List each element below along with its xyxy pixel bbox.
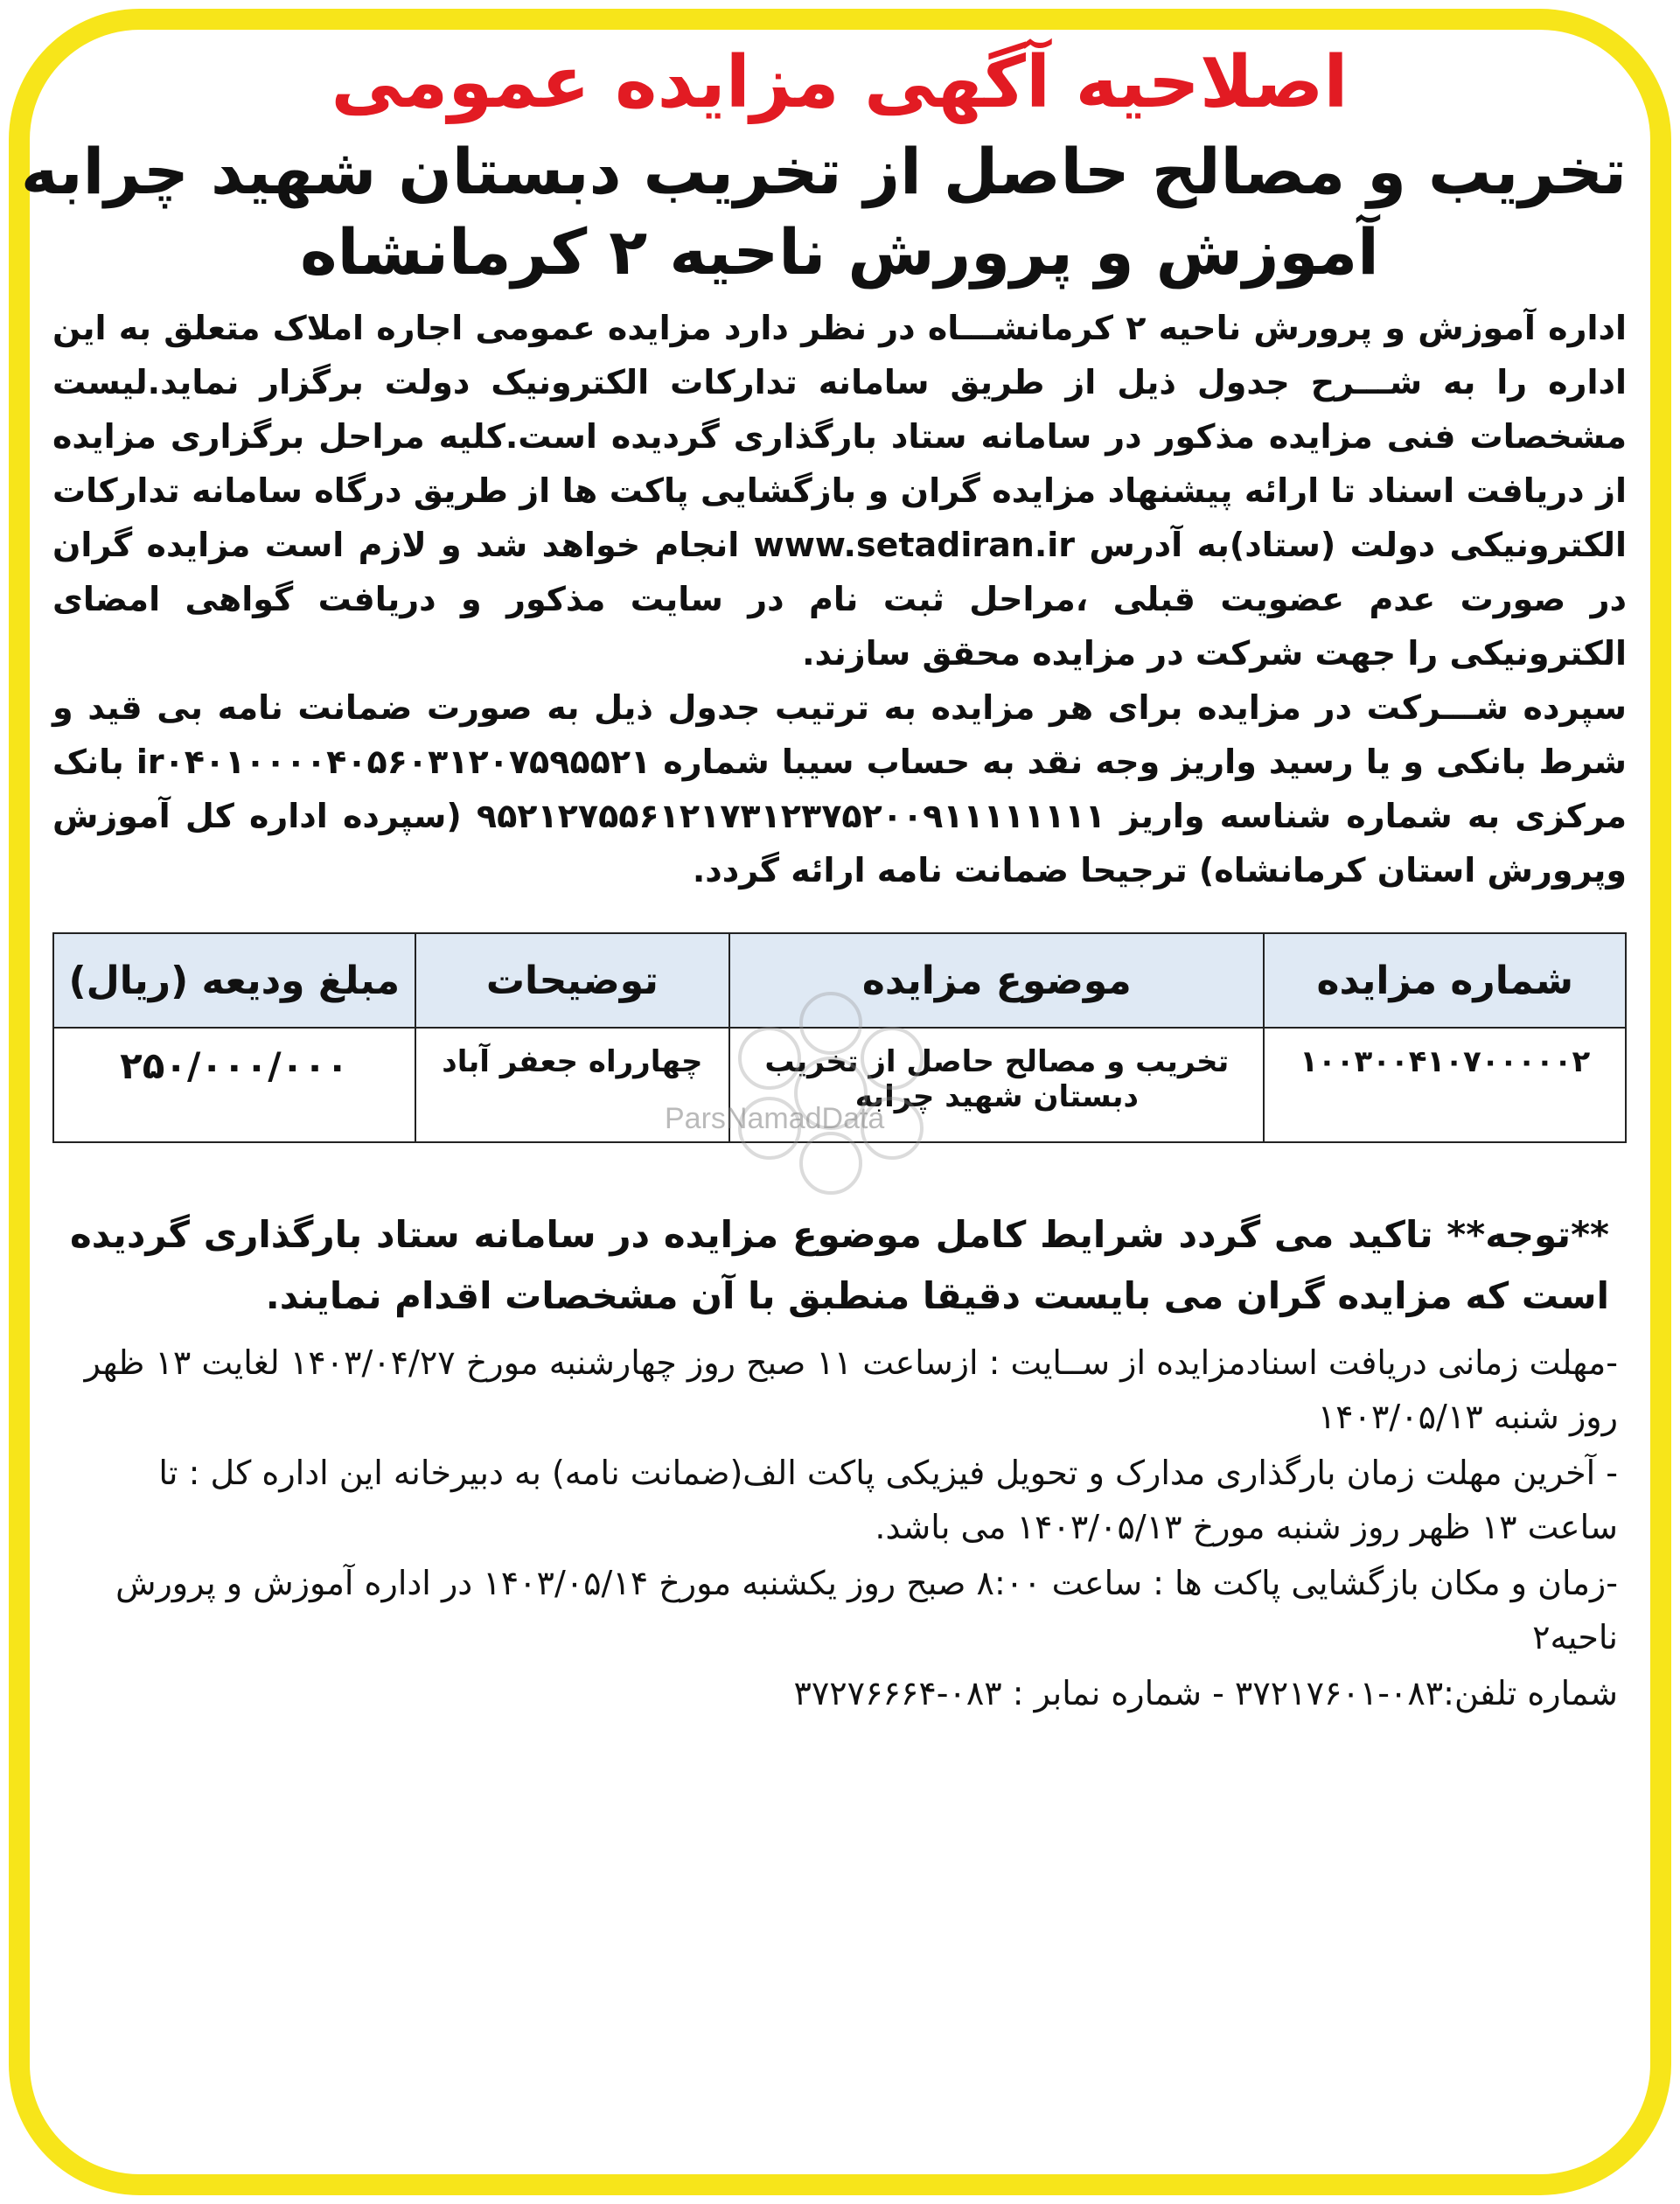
account-number: ir۰۴۰۱۰۰۰۰۴۰۵۶۰۳۱۲۰۷۵۹۵۵۲۱ [136, 743, 652, 781]
attention-note [52, 1204, 1627, 1327]
announcement-title: اصلاحیه آگهی مزایده عمومی [331, 41, 1349, 124]
header-auction-number: شماره مزایده [1264, 933, 1626, 1028]
schedule-details [52, 1336, 1627, 1720]
intro-text-2: انجام خواهد شد و لازم است مزایده گران در صورت عدم عضویت قبلی ،مراحل ثبت نام در سایت مذکور و دریافت گواهی امضای الکترونیکی را جهت شرکت در مزایده محقق سازند. [52, 526, 1627, 673]
cell-description: چهارراه جعفر آباد [415, 1028, 730, 1142]
attention-note-text: **توجه** تاکید می گردد شرایط کامل موضوع مزایده در سامانه ستاد بارگذاری گردیده است که مزایده گران می بایست دقیقا منطبق با آن مشخصات اقدام نمایند. [70, 1213, 1609, 1317]
header-description: توضیحات [415, 933, 730, 1028]
intro-paragraph [52, 301, 1627, 897]
contact-numbers: شماره تلفن:۰۸۳-۳۷۲۱۷۶۰۱ - شماره نمابر : ۰۸۳-۳۷۲۷۶۶۶۴ [793, 1674, 1618, 1712]
document-deadline: -مهلت زمانی دریافت اسنادمزایده از ســایت : ازساعت ۱۱ صبح روز چهارشنبه مورخ ۱۴۰۳/۰۴/۲۷ لغایت ۱۳ ظهر روز شنبه ۱۴۰۳/۰۵/۱۳ [84, 1343, 1618, 1436]
opening-time-place: -زمان و مکان بازگشایی پاکت ها : ساعت ۸:۰۰ صبح روز یکشنبه مورخ ۱۴۰۳/۰۵/۱۴ در اداره آموزش و پرورش ناحیه۲ [115, 1564, 1618, 1656]
cell-auction-subject: تخریب و مصالح حاصل از تخریب دبستان شهید چرابه [729, 1028, 1264, 1142]
setadiran-link[interactable]: www.setadiran.ir [753, 526, 1076, 564]
submission-deadline: - آخرین مهلت زمان بارگذاری مدارک و تحویل فیزیکی پاکت الف(ضمانت نامه) به دبیرخانه این اداره کل : تا ساعت ۱۳ ظهر روز شنبه مورخ ۱۴۰۳/۰۵/۱۳ می باشد. [158, 1454, 1618, 1546]
cell-auction-number: ۱۰۰۳۰۰۴۱۰۷۰۰۰۰۰۲ [1264, 1028, 1626, 1142]
deposit-text-2: بانک مرکزی به شماره شناسه واریز ۹۵۲۱۲۷۵۵۶۱۲۱۷۳۱۲۳۷۵۲۰۰۹۱۱۱۱۱۱۱۱ (سپرده اداره کل آموزش وپرورش استان کرمانشاه) ترجیحا ضمانت نامه ارائه گردد. [52, 743, 1627, 889]
deposit-text-1: سپرده شـــرکت در مزایده برای هر مزایده به ترتیب جدول ذیل به صورت ضمانت نامه بی قید و شرط بانکی و یا رسید واریز وجه نقد به حساب سیبا شماره [52, 688, 1627, 781]
cell-deposit-amount: ۲۵۰/۰۰۰/۰۰۰ [53, 1028, 415, 1142]
announcement-organization: آموزش و پرورش ناحیه ۲ کرمانشاه [300, 215, 1379, 289]
intro-text-1: اداره آموزش و پرورش ناحیه ۲ کرمانشـــاه در نظر دارد مزایده عمومی اجاره املاک متعلق به این اداره را به شـــرح جدول ذیل از طریق سامانه تدارکات الکترونیک دولت برگزار نماید.لیست مشخصات فنی مزایده مذکور در سامانه ستاد بارگذاری گردیده است.کلیه مراحل برگزاری مزایده از دریافت اسناد تا ارائه پیشنهاد مزایده گران و بازگشایی پاکت ها از طریق درگاه سامانه تدارکات الکترونیکی دولت (ستاد)به آدرس [52, 309, 1628, 564]
watermark-brand: ParsNamadData [665, 1102, 885, 1135]
announcement-subject: تخریب و مصالح حاصل از تخریب دبستان شهید چرابه [20, 135, 1627, 208]
header-deposit-amount: مبلغ ودیعه (ریال) [53, 933, 415, 1028]
table-header-row [53, 933, 1626, 1028]
header-auction-subject: موضوع مزایده [729, 933, 1264, 1028]
